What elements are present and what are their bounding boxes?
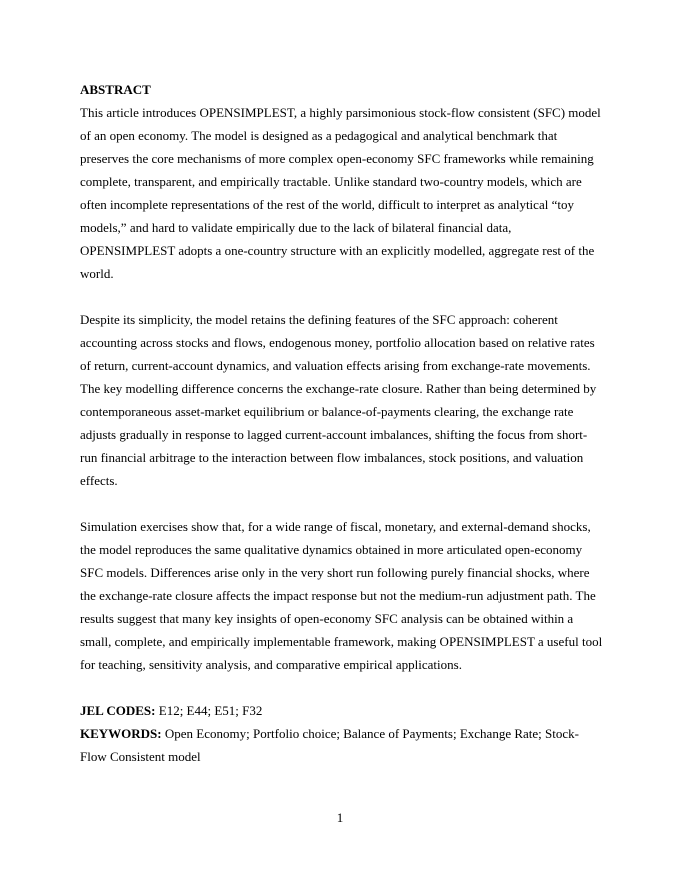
abstract-section bbox=[80, 78, 604, 768]
page-number: 1 bbox=[336, 810, 344, 825]
jel-codes-label: JEL CODES: bbox=[80, 703, 156, 718]
jel-codes-line bbox=[80, 699, 604, 722]
abstract-paragraph-2: Despite its simplicity, the model retains the defining features of the SFC approach: coherent accounting across stocks and flows, endogenous money, portfolio allocation based on relative rates of return, current-account dynamics, and valuation effects arising from exchange-rate movements. The key modelling difference concerns the exchange-rate closure. Rather than being determined by contemporaneous asset-market equilibrium or balance-of-payments clearing, the exchange rate adjusts gradually in response to lagged current-account imbalances, shifting the focus from short-run financial arbitrage to the interaction between flow imbalances, stock positions, and valuation effects. bbox=[80, 312, 597, 488]
jel-codes-value: E12; E44; E51; F32 bbox=[155, 703, 263, 718]
abstract-heading: ABSTRACT bbox=[80, 82, 151, 97]
abstract-paragraph-3: Simulation exercises show that, for a wide range of fiscal, monetary, and external-demand shocks, the model reproduces the same qualitative dynamics obtained in more articulated open-economy SFC models. Differences arise only in the very short run following purely financial shocks, where the exchange-rate closure affects the impact response but not the medium-run adjustment path. The results suggest that many key insights of open-economy SFC analysis can be obtained within a small, complete, and empirically implementable framework, making OPENSIMPLEST a useful tool for teaching, sensitivity analysis, and comparative empirical applications. bbox=[80, 519, 603, 672]
paragraph-gap bbox=[80, 492, 604, 515]
keywords-line bbox=[80, 722, 604, 768]
abstract-paragraph-1: This article introduces OPENSIMPLEST, a highly parsimonious stock-flow consistent (SFC) model of an open economy. The model is designed as a pedagogical and analytical benchmark that preserves the core mechanisms of more complex open-economy SFC frameworks while remaining complete, transparent, and empirically tractable. Unlike standard two-country models, which are often incomplete representations of the rest of the world, difficult to interpret as analytical “toy models,” and hard to validate empirically due to the lack of bilateral financial data, OPENSIMPLEST adopts a one-country structure with an explicitly modelled, aggregate rest of the world. bbox=[80, 105, 601, 281]
keywords-label: KEYWORDS: bbox=[80, 726, 162, 741]
paragraph-gap bbox=[80, 676, 604, 699]
paragraph-gap bbox=[80, 285, 604, 308]
keywords-value: Open Economy; Portfolio choice; Balance of Payments; Exchange Rate; Stock-Flow Consistent model bbox=[80, 726, 579, 764]
